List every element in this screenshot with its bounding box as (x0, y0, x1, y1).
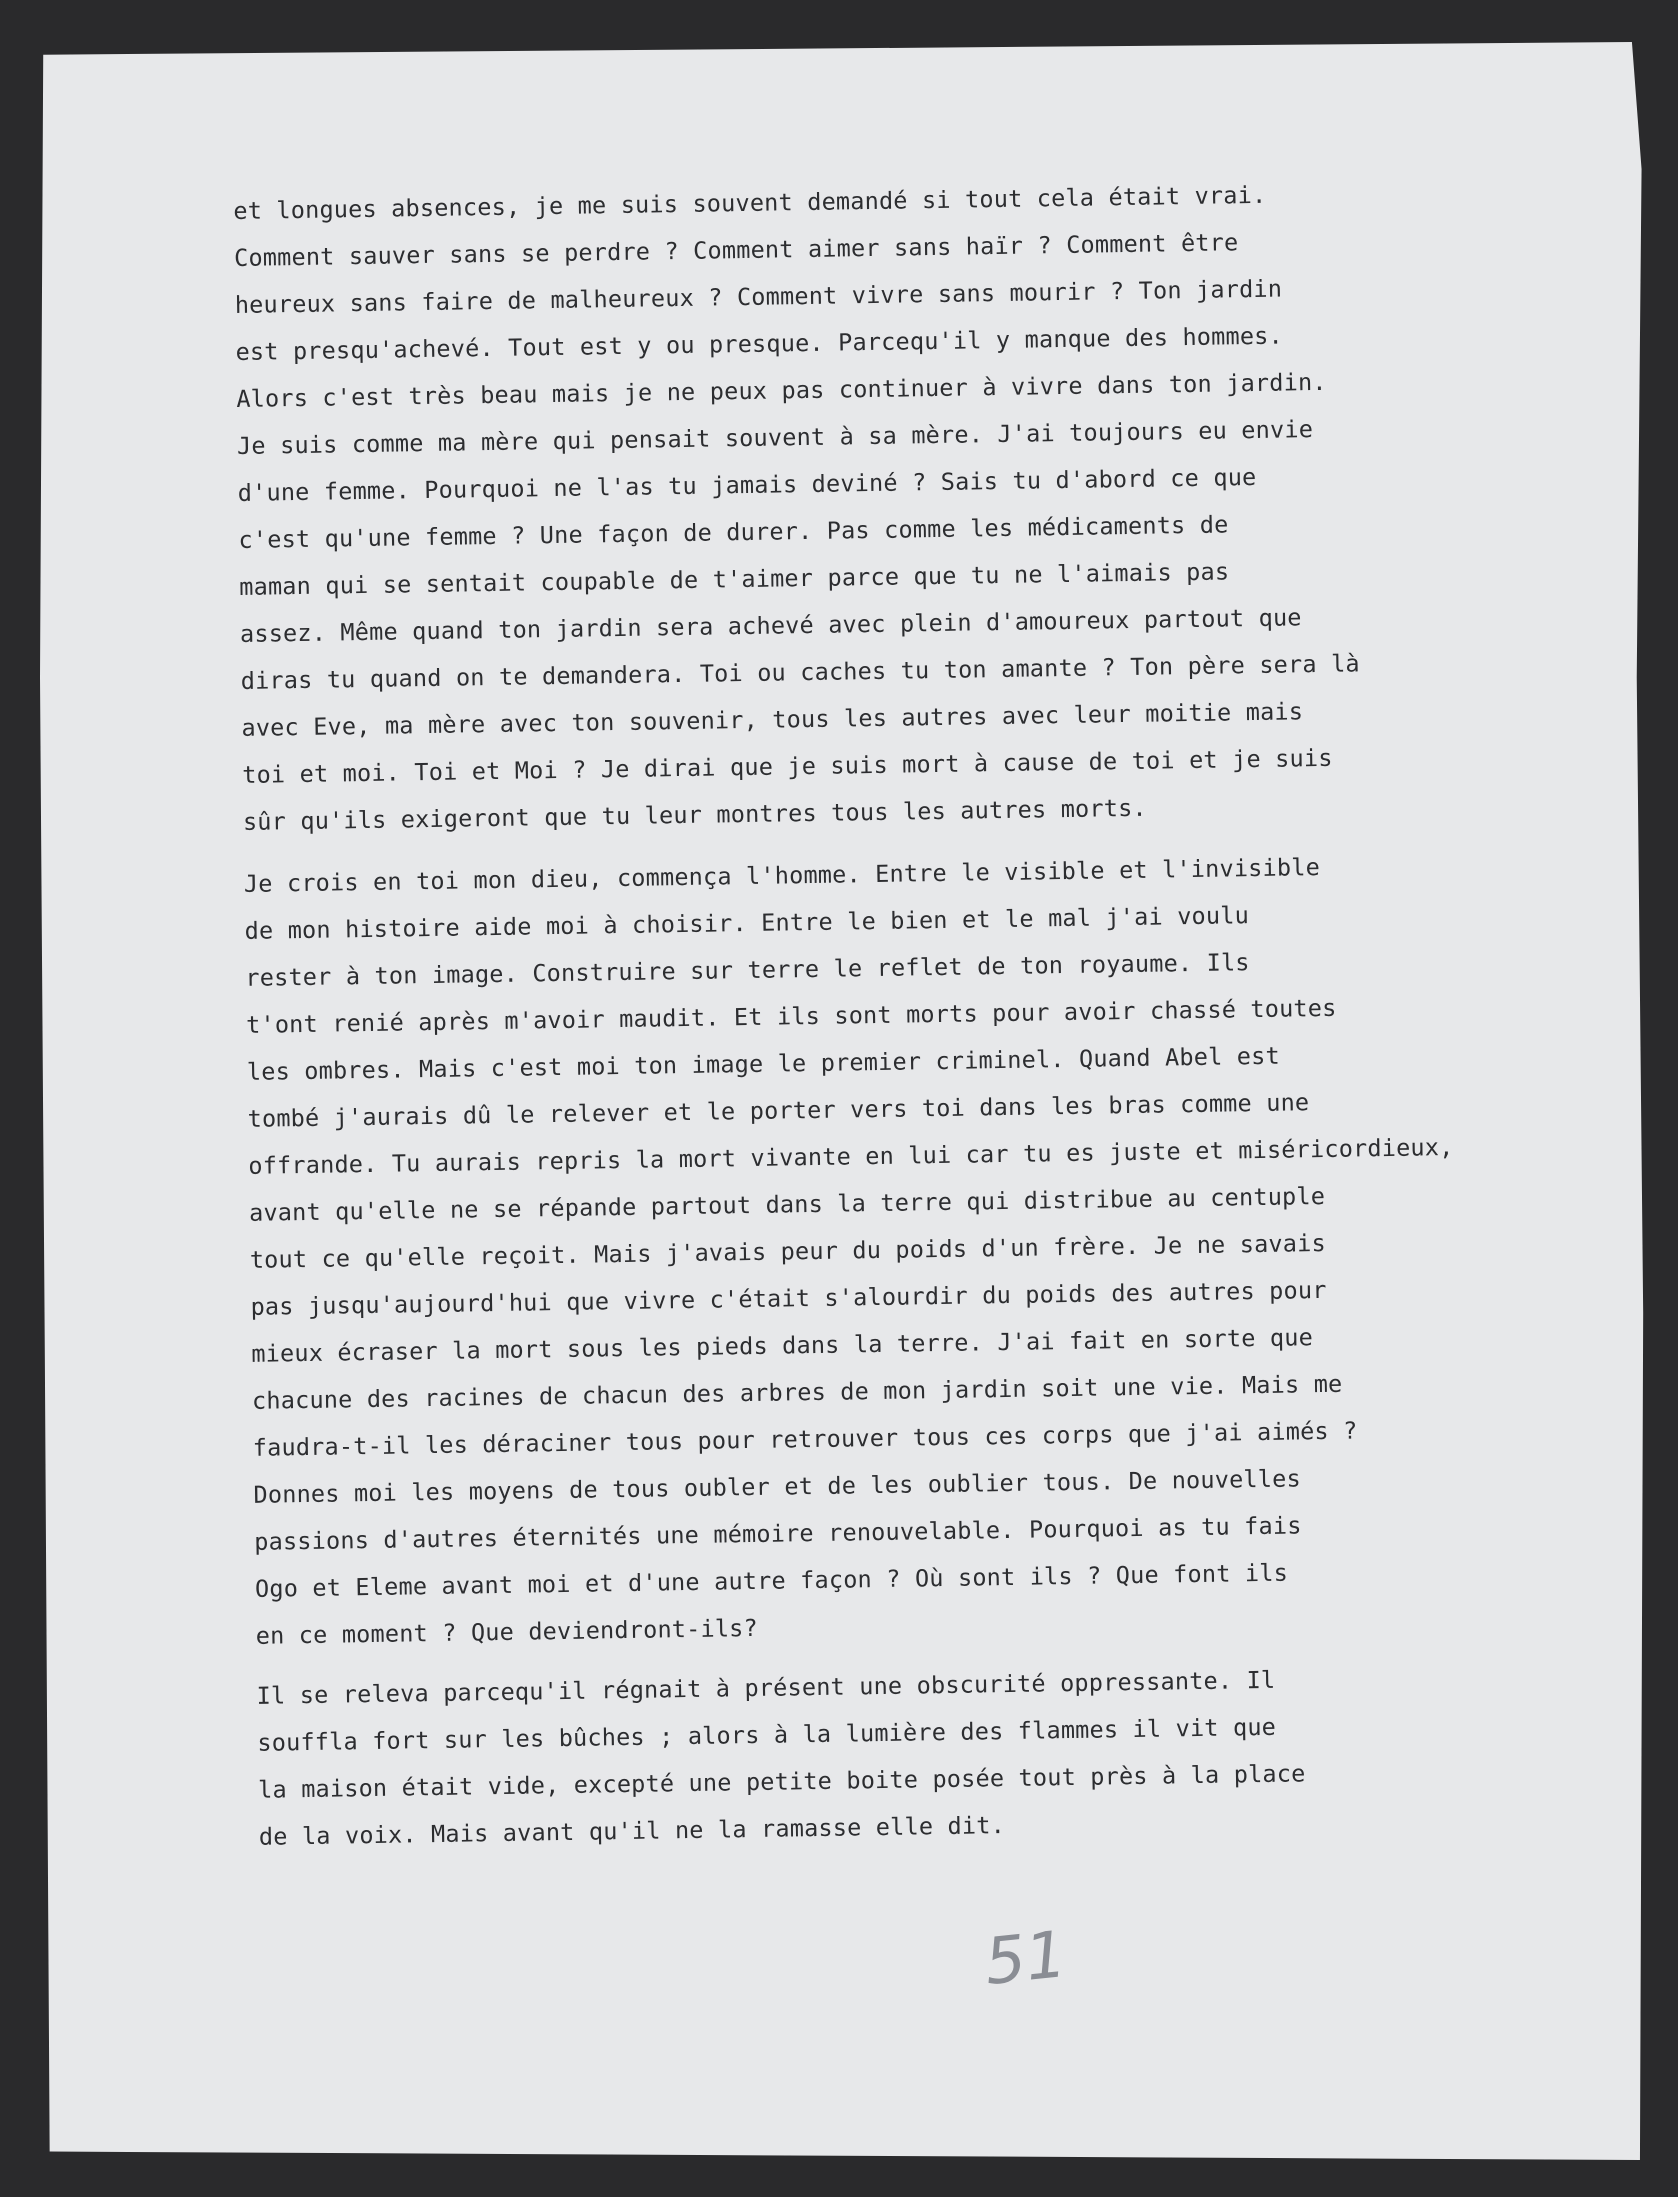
text-line: chacune des racines de chacun des arbres de mon jardin soit une vie. Mais me (251, 1369, 1343, 1415)
paragraph-3 (256, 1651, 1639, 1861)
handwritten-page-number: 51 (981, 1917, 1071, 2001)
text-line: maman qui se sentait coupable de t'aimer parce que tu ne l'aimais pas (239, 557, 1230, 601)
text-line: offrande. Tu aurais repris la mort vivante en lui car tu es juste et miséricordieux, (248, 1132, 1454, 1180)
paragraph-1 (233, 166, 1623, 846)
text-line: pas jusqu'aujourd'hui que vivre c'était s'alourdir du poids des autres pour (250, 1275, 1327, 1321)
paragraph-2 (244, 839, 1636, 1660)
text-line: de la voix. Mais avant qu'il ne la ramasse elle dit. (258, 1811, 1006, 1851)
text-line: Je crois en toi mon dieu, commença l'homme. Entre le visible et l'invisible (243, 853, 1321, 898)
text-line: diras tu quand on te demandera. Toi ou caches tu ton amante ? Ton père sera là (240, 649, 1360, 695)
text-line: mieux écraser la mort sous les pieds dans la terre. J'ai fait en sorte que (251, 1323, 1314, 1368)
text-line: Comment sauver sans se perdre ? Comment aimer sans haïr ? Comment être (233, 228, 1239, 272)
text-line: et longues absences, je me suis souvent demandé si tout cela était vrai. (233, 180, 1267, 225)
text-line: Ogo et Eleme avant moi et d'une autre façon ? Où sont ils ? Que font ils (254, 1558, 1289, 1603)
text-line: est presqu'achevé. Tout est y ou presque. Parcequ'il y manque des hommes. (235, 321, 1284, 366)
text-line: tombé j'aurais dû le relever et le porter vers toi dans les bras comme une (247, 1088, 1310, 1133)
text-line: sûr qu'ils exigeront que tu leur montres tous les autres morts. (242, 793, 1148, 836)
text-line: heureux sans faire de malheureux ? Comment vivre sans mourir ? Ton jardin (234, 274, 1283, 319)
text-line: Je suis comme ma mère qui pensait souvent à sa mère. J'ai toujours eu envie (236, 415, 1314, 460)
text-line: passions d'autres éternités une mémoire renouvelable. Pourquoi as tu fais (254, 1511, 1302, 1556)
text-line: souffla fort sur les bûches ; alors à la lumière des flammes il vit que (257, 1712, 1277, 1757)
text-line: tout ce qu'elle reçoit. Mais j'avais peur du poids d'un frère. Je ne savais (249, 1228, 1327, 1274)
text-line: d'une femme. Pourquoi ne l'as tu jamais deviné ? Sais tu d'abord ce que (237, 462, 1257, 507)
text-line: c'est qu'une femme ? Une façon de durer. Pas comme les médicaments de (238, 510, 1229, 554)
text-line: les ombres. Mais c'est moi ton image le premier criminel. Quand Abel est (246, 1041, 1281, 1086)
text-line: Alors c'est très beau mais je ne peux pas continuer à vivre dans ton jardin. (236, 367, 1327, 413)
text-line: en ce moment ? Que deviendront-ils? (255, 1613, 759, 1650)
text-line: avec Eve, ma mère avec ton souvenir, tous les autres avec leur moitie mais (241, 697, 1304, 742)
text-line: toi et moi. Toi et Moi ? Je dirai que je suis mort à cause de toi et je suis (242, 743, 1333, 789)
text-line: de mon histoire aide moi à choisir. Entre le bien et le mal j'ai voulu (244, 901, 1250, 945)
text-line: Il se releva parcequ'il régnait à présent une obscurité oppressante. Il (256, 1665, 1276, 1710)
typewritten-text (233, 166, 1639, 1860)
text-line: avant qu'elle ne se répande partout dans la terre qui distribue au centuple (248, 1181, 1326, 1227)
text-line: Donnes moi les moyens de tous oubler et de les oublier tous. De nouvelles (253, 1464, 1302, 1509)
text-line: t'ont renié après m'avoir maudit. Et ils sont morts pour avoir chassé toutes (245, 993, 1337, 1039)
text-line: faudra-t-il les déraciner tous pour retrouver tous ces corps que j'ai aimés ? (252, 1416, 1358, 1462)
text-line: rester à ton image. Construire sur terre le reflet de ton royaume. Ils (245, 948, 1250, 992)
text-line: la maison était vide, excepté une petite boite posée tout près à la place (257, 1759, 1306, 1804)
text-line: assez. Même quand ton jardin sera achevé avec plein d'amoureux partout que (239, 603, 1302, 648)
